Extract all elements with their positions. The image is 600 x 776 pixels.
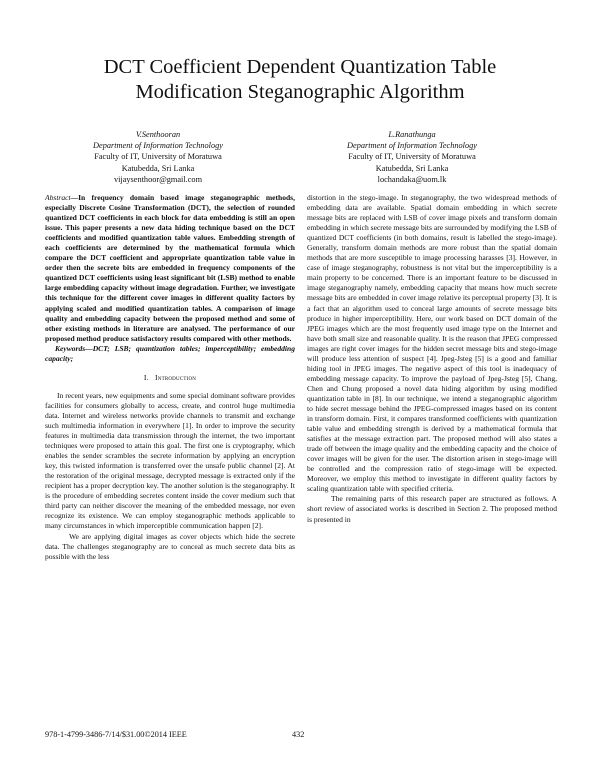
author-block-2 bbox=[312, 129, 512, 185]
body-paragraph: The remaining parts of this research paper are structured as follows. A short review of associated works is described in Section 2. The proposed method is presented in bbox=[307, 494, 557, 524]
body-paragraph: distortion in the stego-image. In steganography, the two widespread methods of embedding data are available. Spatial domain embedding in which secrete message bits are replaced with LSB of cover image pixels and transform domain embedding in which secrete message bits are surrounded by modifying the LSB of quantized DCT coefficients (in both domains, result is labelled the stego-image). Generally, transform domain methods are more robust than the spatial domain methods that are more susceptible to image processing harasses [3]. However, in case of image steganography, robustness is not vital but the imperceptibility is a main property to be concerned. There is an important feature to be discussed in image steganography namely, embedding capacity that means how much secrete message bits are embedded in cover image relative its perceptual property [3]. It is a fact that an algorithm used to conceal large amounts of secrete message bits produce in higher imperceptibility. Here, our work based on DCT domain of the JPEG images which are the most frequently used image type on the Internet and have both small size and reasonable quality. It is the reason that JPEG compressed images are right cover images for the hidden secret message bits and stego-image will produce less attention of suspect [4]. Jpeg-Jsteg [5] is a good and familiar hiding tool in JPEG images. The negative aspect of this tool is inadequacy of embedding message capacity. To improve the payload of Jpeg-Jsteg [5], Chang, Chen and Chung proposed a novel data hiding algorithm by using modified quantization table in [8]. In our technique, we intend a steganographic algorithm to hide secret message behind the JPEG-compressed images based on its content in transform domain. First, it compares transformed coefficients with quantization table value and embedding strength is derived by a mathematical formula that satisfies at the message extraction part. The proposed method will also states a trade off between the image quality and the embedding capacity and the choice of cover images will be given for the user. The distortion arisen in stego-image will be controlled and the compression ratio of stego-image will be expected. Moreover, we employ this method to investigate in different quality factors by scaling quantization table with specified criteria. bbox=[307, 193, 557, 494]
right-column bbox=[307, 193, 557, 525]
author-name: L.Ranathunga bbox=[388, 130, 436, 139]
section-heading-introduction bbox=[45, 373, 295, 383]
abstract bbox=[45, 193, 295, 344]
paper-title bbox=[40, 55, 560, 105]
author-faculty: Faculty of IT, University of Moratuwa bbox=[94, 152, 222, 162]
section-number: I. bbox=[143, 372, 149, 382]
abstract-label: Abstract bbox=[45, 193, 71, 202]
title-line-2: Modification Steganographic Algorithm bbox=[135, 81, 465, 103]
author-email: vijaysenthoor@gmail.com bbox=[113, 174, 203, 184]
left-column bbox=[45, 193, 295, 562]
author-city: Katubedda, Sri Lanka bbox=[121, 163, 195, 173]
author-block-1 bbox=[58, 129, 258, 185]
abstract-text: —In frequency domain based image steganographic methods, especially Discrete Cosine Transformation (DCT), the selection of rounded quantized DCT coefficients in each block for data embedding is still an open issue. This paper presents a new data hiding technique based on the DCT coefficients and modified quantization table values. Embedding strength of each coefficients are determined by the mathematical formula which compare the DCT coefficient and appropriate quantization table value in order then the secrete bits are embedded in frequency components of the quantized DCT coefficients using least significant bit (LSB) method to enable large embedding capacity without image degradation. Further, we investigate this technique for the different cover images in different quality factors by applying scaled and modified quantization tables. A comparison of image quality and embedding capacity between the proposed method and some of other existing methods in literature are analysed. The performance of our proposed method produce satisfactory results compared with other methods. bbox=[45, 193, 295, 343]
author-department: Department of Information Technology bbox=[347, 141, 477, 151]
copyright-notice: 978-1-4799-3486-7/14/$31.00©2014 IEEE bbox=[45, 730, 187, 739]
author-department: Department of Information Technology bbox=[93, 141, 223, 151]
title-line-1: DCT Coefficient Dependent Quantization Table bbox=[103, 56, 497, 78]
author-email: lochandaka@uom.lk bbox=[377, 174, 447, 184]
body-paragraph: We are applying digital images as cover objects which hide the secrete data. The challenges steganography are to conceal as much secrete data bits as possible with the less bbox=[45, 531, 295, 561]
author-name: V.Senthooran bbox=[135, 130, 181, 139]
keywords: Keywords—DCT; LSB; quantization tables; imperceptibility; embedding capacity; bbox=[45, 343, 295, 363]
page-number: 432 bbox=[292, 730, 305, 739]
author-city: Katubedda, Sri Lanka bbox=[375, 163, 449, 173]
section-title: Introduction bbox=[155, 372, 197, 382]
author-faculty: Faculty of IT, University of Moratuwa bbox=[348, 152, 476, 162]
body-paragraph: In recent years, new equipments and some special dominant software provides facilities for consumers globally to access, create, and control huge multimedia data. Internet and wireless networks provide channels to transmit and exchange such multimedia information in everywhere [1]. In order to improve the security features in multimedia data transmission through the internet, the two important techniques were proposed to attain this goal. The first one is cryptography, which enables the sender scrambles the secrete information by applying an encryption key, this twisted information is transferred over the unsafe public channel [2]. At the restoration of the original message, decrypted message is extracted only if the recipient has a proper decryption key. The another solution is the steganography. It is the procedure of embedding secretes content inside the cover medium such that third party can neither discover the meaning of the embedded message, nor even recognize its existence. We can employ steganographic methods applicable to many circumstances in which imperceptible communication happen [2]. bbox=[45, 390, 295, 531]
